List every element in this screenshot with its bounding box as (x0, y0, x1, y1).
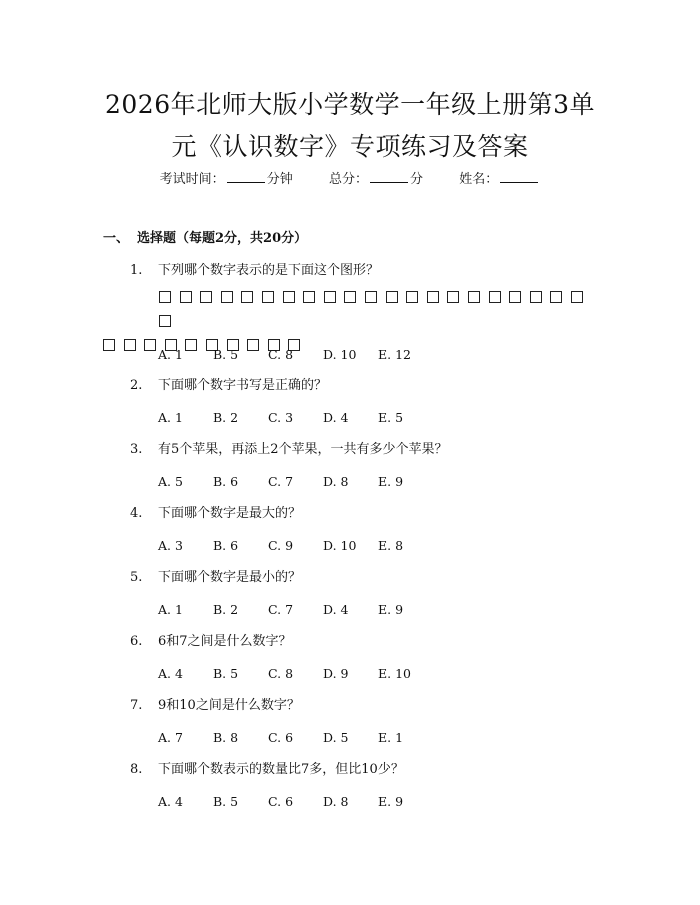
square-shape (200, 291, 212, 303)
question-2 (130, 377, 327, 395)
question-number: 5. (130, 570, 143, 585)
square-shape (447, 291, 459, 303)
option-E[interactable]: E. 9 (378, 794, 404, 809)
square-shape (365, 291, 377, 303)
option-A[interactable]: A. 1 (158, 347, 183, 362)
name-blank[interactable] (500, 170, 538, 183)
options-row (158, 601, 433, 619)
option-B[interactable]: B. 8 (213, 730, 239, 745)
option-E[interactable]: E. 12 (378, 347, 411, 362)
name-label: 姓名： (459, 172, 499, 187)
square-shape (124, 339, 136, 351)
title-line-2: 元《认识数字》专项练习及答案 (171, 132, 529, 161)
option-C[interactable]: C. 6 (268, 794, 294, 809)
options-row (158, 346, 433, 364)
square-shape (344, 291, 356, 303)
time-unit: 分钟 (266, 172, 293, 187)
square-shape (386, 291, 398, 303)
options-row (158, 793, 433, 811)
option-B[interactable]: B. 5 (213, 666, 239, 681)
exam-info (0, 170, 700, 189)
question-text: 下列哪个数字表示的是下面这个图形？ (158, 263, 380, 278)
option-E[interactable]: E. 10 (378, 666, 411, 681)
question-3 (130, 441, 448, 459)
question-text: 9和10之间是什么数字？ (158, 698, 300, 713)
option-D[interactable]: D. 4 (323, 602, 349, 617)
section-heading (103, 230, 307, 248)
square-shape (530, 291, 542, 303)
option-B[interactable]: B. 2 (213, 410, 239, 425)
square-shape (283, 291, 295, 303)
option-B[interactable]: B. 5 (213, 794, 239, 809)
question-text: 6和7之间是什么数字？ (158, 634, 292, 649)
document-title (60, 84, 640, 168)
question-number: 3. (130, 442, 143, 457)
question-number: 7. (130, 698, 143, 713)
question-text: 下面哪个数字是最大的？ (158, 506, 302, 521)
question-6 (130, 633, 292, 651)
options-row (158, 729, 433, 747)
option-D[interactable]: D. 4 (323, 410, 349, 425)
question-number: 2. (130, 378, 143, 393)
square-shape (324, 291, 336, 303)
option-C[interactable]: C. 8 (268, 347, 294, 362)
option-B[interactable]: B. 2 (213, 602, 239, 617)
question-number: 6. (130, 634, 143, 649)
question-number: 8. (130, 762, 143, 777)
option-A[interactable]: A. 5 (158, 474, 183, 489)
question-text: 下面哪个数表示的数量比7多，但比10少？ (158, 762, 404, 777)
option-A[interactable]: A. 1 (158, 602, 183, 617)
square-shape (406, 291, 418, 303)
square-shape (103, 339, 115, 351)
score-label: 总分： (328, 172, 368, 187)
options-row (158, 473, 433, 491)
question-text: 有5个苹果，再添上2个苹果，一共有多少个苹果？ (158, 442, 448, 457)
square-shape (509, 291, 521, 303)
option-D[interactable]: D. 8 (323, 474, 349, 489)
question-4 (130, 505, 301, 523)
option-C[interactable]: C. 3 (268, 410, 294, 425)
options-row (158, 409, 433, 427)
options-row (158, 537, 433, 555)
option-E[interactable]: E. 9 (378, 602, 404, 617)
question-8 (130, 761, 404, 779)
option-E[interactable]: E. 1 (378, 730, 404, 745)
section-label: 选择题（每题2分，共20分） (137, 231, 308, 246)
question-number: 4. (130, 506, 143, 521)
options-row (158, 665, 433, 683)
square-shape (159, 315, 171, 327)
square-shape (144, 339, 156, 351)
option-D[interactable]: D. 10 (323, 347, 357, 362)
time-blank[interactable] (227, 170, 265, 183)
question-text: 下面哪个数字书写是正确的？ (158, 378, 328, 393)
option-D[interactable]: D. 9 (323, 666, 349, 681)
square-shape (159, 291, 171, 303)
square-shape (571, 291, 583, 303)
option-A[interactable]: A. 4 (158, 794, 183, 809)
option-A[interactable]: A. 3 (158, 538, 183, 553)
option-C[interactable]: C. 9 (268, 538, 294, 553)
question-number: 1. (130, 263, 143, 278)
square-shape (303, 291, 315, 303)
option-C[interactable]: C. 7 (268, 474, 294, 489)
score-blank[interactable] (370, 170, 408, 183)
square-shape (221, 291, 233, 303)
square-shape (550, 291, 562, 303)
option-A[interactable]: A. 4 (158, 666, 183, 681)
option-B[interactable]: B. 6 (213, 474, 239, 489)
option-D[interactable]: D. 8 (323, 794, 349, 809)
title-line-1: 2026年北师大版小学数学一年级上册第3单 (104, 90, 596, 119)
score-unit: 分 (410, 172, 424, 187)
question-1 (130, 262, 379, 280)
section-number: 一、 (103, 231, 130, 246)
option-D[interactable]: D. 10 (323, 538, 357, 553)
square-shape (262, 291, 274, 303)
square-shape (427, 291, 439, 303)
question-7 (130, 697, 300, 715)
option-C[interactable]: C. 7 (268, 602, 294, 617)
time-label: 考试时间： (159, 172, 225, 187)
option-E[interactable]: E. 9 (378, 474, 404, 489)
question-text: 下面哪个数字是最小的？ (158, 570, 302, 585)
option-A[interactable]: A. 7 (158, 730, 183, 745)
option-E[interactable]: E. 5 (378, 410, 404, 425)
square-shape (241, 291, 253, 303)
option-C[interactable]: C. 6 (268, 730, 294, 745)
question-5 (130, 569, 301, 587)
option-C[interactable]: C. 8 (268, 666, 294, 681)
square-shape (468, 291, 480, 303)
option-B[interactable]: B. 5 (213, 347, 239, 362)
square-shape (180, 291, 192, 303)
option-D[interactable]: D. 5 (323, 730, 349, 745)
option-E[interactable]: E. 8 (378, 538, 404, 553)
option-A[interactable]: A. 1 (158, 410, 183, 425)
square-shape (489, 291, 501, 303)
option-B[interactable]: B. 6 (213, 538, 239, 553)
